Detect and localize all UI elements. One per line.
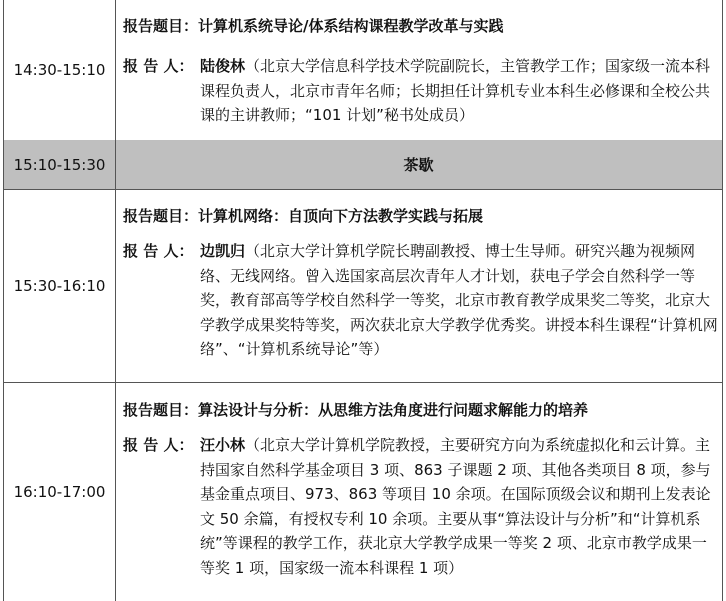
time-slot: 14:30-15:10 bbox=[4, 0, 116, 140]
speaker-name: 陆俊林 bbox=[200, 57, 246, 75]
topic-label: 报告题目： bbox=[123, 207, 199, 225]
schedule-table bbox=[3, 0, 723, 601]
speaker-label: 报 告 人： bbox=[123, 436, 194, 454]
schedule-row-break bbox=[3, 140, 723, 190]
tea-break-label: 茶歇 bbox=[403, 156, 434, 174]
session-content bbox=[115, 189, 722, 382]
time-slot: 15:10-15:30 bbox=[4, 140, 116, 189]
speaker-bio: （北京大学计算机学院教授，主要研究方向为系统虚拟化和云计算。主持国家自然科学基金项目 3 项、863 子课题 2 项、其他各类项目 8 项，参与基金重点项目、973、863 等项目 10 余项。在国际顶级会议和期刊上发表论文 50 余篇，有授权专利 10 余项。主要从事“算法设计与分析”和“计算机系统”等课程的教学工作，获北京大学教学成果一等奖 2 项、北京市教学成果一等奖 1 项，国家级一流本科课程 1 项） bbox=[200, 436, 711, 577]
speaker-name: 汪小林 bbox=[200, 436, 246, 454]
speaker-info bbox=[123, 433, 718, 580]
speaker-label: 报 告 人： bbox=[123, 242, 194, 260]
topic-title: 计算机系统导论/体系结构课程教学改革与实践 bbox=[198, 17, 504, 35]
topic-label: 报告题目： bbox=[123, 17, 199, 35]
talk-topic bbox=[123, 15, 714, 36]
session-content bbox=[115, 0, 722, 140]
schedule-row bbox=[3, 382, 723, 601]
speaker-info bbox=[123, 54, 718, 128]
schedule-row bbox=[3, 0, 723, 141]
speaker-name: 边凯归 bbox=[200, 242, 246, 260]
topic-title: 计算机网络：自顶向下方法教学实践与拓展 bbox=[198, 207, 484, 225]
speaker-bio: （北京大学计算机学院长聘副教授、博士生导师。研究兴趣为视频网络、无线网络。曾入选国家高层次青年人才计划，获电子学会自然科学一等奖，教育部高等学校自然科学一等奖，北京市教育教学成果奖二等奖，北京大学教学成果奖特等奖，两次获北京大学教学优秀奖。讲授本科生课程“计算机网络”、“计算机系统导论”等） bbox=[200, 242, 718, 358]
topic-title: 算法设计与分析：从思维方法角度进行问题求解能力的培养 bbox=[198, 401, 589, 419]
speaker-bio: （北京大学信息科学技术学院副院长，主管教学工作；国家级一流本科课程负责人，北京市青年名师；长期担任计算机专业本科生必修课和全校公共课的主讲教师；“101 计划”秘书处成员） bbox=[200, 57, 711, 124]
talk-topic bbox=[123, 205, 714, 226]
topic-label: 报告题目： bbox=[123, 401, 199, 419]
speaker-label: 报 告 人： bbox=[123, 57, 194, 75]
session-content bbox=[115, 140, 722, 189]
talk-topic bbox=[123, 399, 714, 420]
speaker-info bbox=[123, 239, 718, 362]
session-content bbox=[115, 382, 722, 601]
time-slot: 15:30-16:10 bbox=[4, 189, 116, 382]
schedule-row bbox=[3, 189, 723, 383]
time-slot: 16:10-17:00 bbox=[4, 382, 116, 601]
